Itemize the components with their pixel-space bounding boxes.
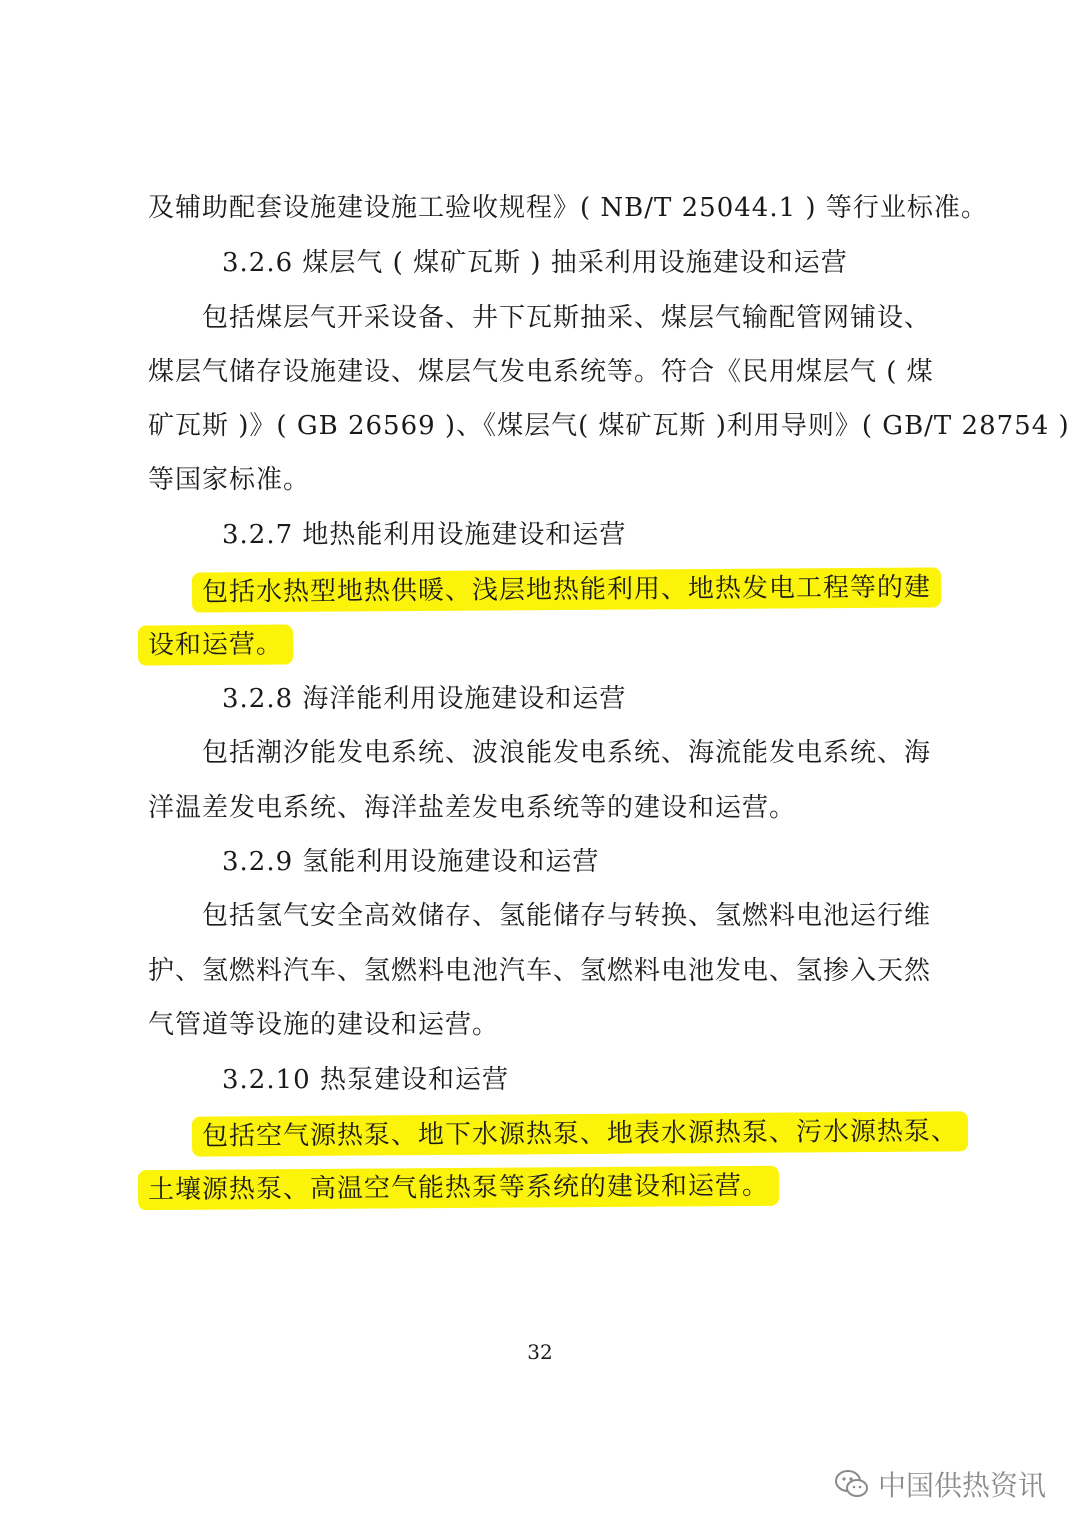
body-line: 包括潮汐能发电系统、波浪能发电系统、海流能发电系统、海 [202,738,932,768]
section-heading-3-2-6: 3.2.6 煤层气 ( 煤矿瓦斯 ) 抽采利用设施建设和运营 [222,248,848,278]
body-line: 煤层气储存设施建设、煤层气发电系统等。符合《民用煤层气 ( 煤 [148,357,934,387]
body-line: 洋温差发电系统、海洋盐差发电系统等的建设和运营。 [148,793,797,823]
highlighted-body-line: 土壤源热泵、高温空气能热泵等系统的建设和运营。 [138,1166,779,1210]
watermark [834,1464,1046,1504]
body-line: 护、氢燃料汽车、氢燃料电池汽车、氢燃料电池发电、氢掺入天然 [148,956,932,986]
body-line: 矿瓦斯 )》( GB 26569 )、《煤层气( 煤矿瓦斯 )利用导则》( GB/T 28754 ) [148,411,1070,441]
body-line: 包括煤层气开采设备、井下瓦斯抽采、煤层气输配管网铺设、 [202,303,932,333]
body-line: 等国家标准。 [148,465,311,495]
page-number: 32 [527,1340,553,1364]
watermark-text: 中国供热资讯 [877,1469,1046,1502]
section-heading-3-2-9: 3.2.9 氢能利用设施建设和运营 [222,847,600,877]
highlighted-body-line: 包括空气源热泵、地下水源热泵、地表水源热泵、污水源热泵、 [192,1111,968,1156]
section-heading-3-2-8: 3.2.8 海洋能利用设施建设和运营 [222,684,627,714]
body-line: 及辅助配套设施建设施工验收规程》( NB/T 25044.1 ) 等行业标准。 [148,193,988,223]
wechat-icon [834,1469,870,1499]
body-line: 气管道等设施的建设和运营。 [148,1010,500,1040]
section-heading-3-2-10: 3.2.10 热泵建设和运营 [222,1065,509,1095]
highlighted-body-line: 包括水热型地热供暖、浅层地热能利用、地热发电工程等的建 [192,567,941,612]
body-line: 包括氢气安全高效储存、氢能储存与转换、氢燃料电池运行维 [202,901,932,931]
section-heading-3-2-7: 3.2.7 地热能利用设施建设和运营 [222,520,627,550]
highlighted-body-line: 设和运营。 [138,624,293,665]
